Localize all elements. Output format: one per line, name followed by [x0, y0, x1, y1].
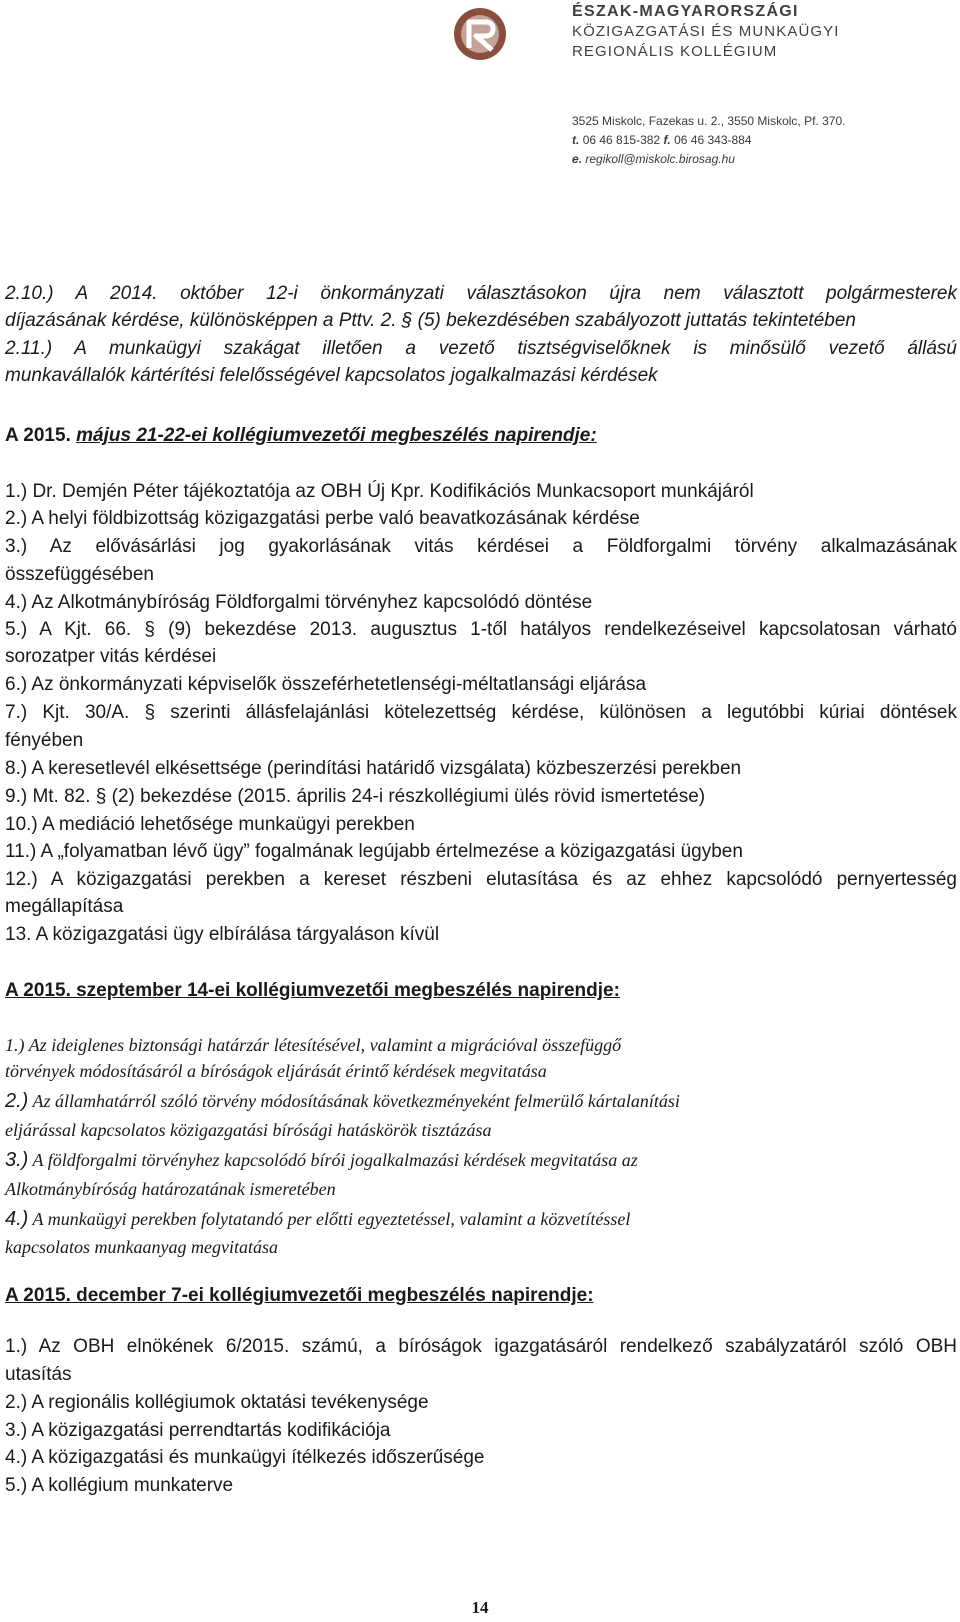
phone-label: t.: [572, 133, 580, 147]
contact-block: [572, 112, 845, 169]
phone-number: 06 46 815-382: [582, 133, 661, 147]
may-agenda-line: 5.) A Kjt. 66. § (9) bekezdése 2013. augusztus 1-től hatályos rendelkezéseivel kapcsolatosan várható: [5, 619, 957, 640]
may-agenda-line: sorozatper vitás kérdései: [5, 646, 217, 667]
dec-section-heading: [5, 1282, 594, 1310]
sept-item-3-number: 3.): [5, 1149, 29, 1171]
item-2-10-line1: 2.10.) A 2014. október 12-i önkormányzati választásokon újra nem választott polgármesterek: [5, 283, 957, 304]
organization-name: [572, 2, 952, 62]
may-agenda-line: fényében: [5, 730, 84, 751]
sept-item-1-text: Az ideiglenes biztonsági határzár létesítésével, valamint a migrációval összefüggő: [28, 1035, 622, 1055]
may-agenda-line: 4.) Az Alkotmánybíróság Földforgalmi törvényhez kapcsolódó döntése: [5, 592, 593, 613]
dec-agenda-line: 1.) Az OBH elnökének 6/2015. számú, a bíróságok igazgatásáról rendelkező szabályzatáról szóló OBH: [5, 1336, 957, 1357]
may-agenda-line: összefüggésében: [5, 564, 154, 585]
address: 3525 Miskolc, Fazekas u. 2., 3550 Miskolc, Pf. 370.: [572, 114, 846, 128]
dec-agenda-line: 2.) A regionális kollégiumok oktatási tevékenysége: [5, 1392, 429, 1413]
may-agenda-line: 12.) A közigazgatási perekben a kereset részbeni elutasítása és az ehhez kapcsolódó pernyertesség: [5, 869, 957, 890]
may-agenda-line: 10.) A mediáció lehetősége munkaügyi perekben: [5, 814, 415, 835]
email-label: e.: [572, 152, 583, 166]
sept-item-1-line2: törvények módosításáról a bíróságok eljárását érintő kérdések megvitatása: [5, 1061, 547, 1081]
page-number: 14: [471, 1598, 489, 1617]
may-agenda-line: 1.) Dr. Demjén Péter tájékoztatója az OBH Új Kpr. Kodifikációs Munkacsoport munkájáról: [5, 481, 754, 502]
may-agenda-line: 8.) A keresetlevél elkésettsége (perindítási határidő vizsgálata) közbeszerzési perekben: [5, 758, 742, 779]
may-section-heading: [5, 422, 597, 450]
may-agenda-line: 2.) A helyi földbizottság közigazgatási perbe való beavatkozásának kérdése: [5, 508, 640, 529]
sept-item-4-text: A munkaügyi perekben folytatandó per előtti egyeztetéssel, valamint a közvetítéssel: [32, 1209, 631, 1229]
sept-item-2-number: 2.): [5, 1090, 29, 1112]
sept-item-3-text: A földforgalmi törvényhez kapcsolódó bírói jogalkalmazási kérdések megvitatása az: [32, 1150, 638, 1170]
email-line: [572, 150, 845, 169]
sept-item-2-line1: [5, 1088, 680, 1114]
may-heading-rest: május 21-22-ei kollégiumvezetői megbeszélés napirendje:: [76, 425, 597, 446]
dec-agenda-line: 4.) A közigazgatási és munkaügyi ítélkezés időszerűsége: [5, 1447, 485, 1468]
may-heading-prefix: A 2015.: [5, 425, 71, 446]
sept-item-4-number: 4.): [5, 1208, 29, 1230]
sept-section-heading: [5, 977, 620, 1005]
kollegium-logo: [452, 6, 508, 62]
sept-item-1-number: 1.): [5, 1035, 25, 1055]
dec-agenda-line: 5.) A kollégium munkaterve: [5, 1475, 234, 1496]
org-name-line2: KÖZIGAZGATÁSI ÉS MUNKAÜGYI: [572, 23, 840, 40]
fax-number: 06 46 343-884: [674, 133, 752, 147]
dec-heading-text: A 2015. december 7-ei kollégiumvezetői megbeszélés napirendje:: [5, 1285, 594, 1306]
sept-item-2-text: Az államhatárról szóló törvény módosításának következményeként felmerülő kártalanítási: [32, 1091, 680, 1111]
may-agenda-line: 7.) Kjt. 30/A. § szerinti állásfelajánlási kötelezettség kérdése, különösen a legutóbbi kúriai döntések: [5, 702, 957, 723]
may-agenda-line: 9.) Mt. 82. § (2) bekezdése (2015. április 24-i részkollégiumi ülés rövid ismertetése): [5, 786, 706, 807]
sept-item-3-line1: [5, 1147, 638, 1173]
may-agenda-line: 3.) Az elővásárlási jog gyakorlásának vitás kérdései a Földforgalmi törvény alkalmazásának: [5, 536, 957, 557]
dec-agenda-line: 3.) A közigazgatási perrendtartás kodifikációja: [5, 1420, 391, 1441]
may-agenda-line: 11.) A „folyamatban lévő ügy” fogalmának legújabb értelmezése a közigazgatási ügyben: [5, 841, 743, 862]
may-agenda-line: megállapítása: [5, 896, 124, 917]
item-2-11-line1: 2.11.) A munkaügyi szakágat illetően a vezető tisztségviselőknek is minősülő vezető állású: [5, 338, 957, 359]
item-2-10-line2: díjazásának kérdése, különösképpen a Pttv. 2. § (5) bekezdésében szabályozott juttatás tekintetében: [5, 310, 856, 331]
sept-item-1-line1: [5, 1032, 621, 1058]
item-2-11-line2: munkavállalók kártérítési felelősségével kapcsolatos jogalkalmazási kérdések: [5, 365, 658, 386]
sept-item-3-line2: Alkotmánybíróság határozatának ismeretében: [5, 1179, 336, 1199]
sept-item-4-line1: [5, 1206, 630, 1232]
phone-fax-line: [572, 131, 845, 150]
org-name-line3: REGIONÁLIS KOLLÉGIUM: [572, 43, 778, 60]
sept-item-2-line2: eljárással kapcsolatos közigazgatási bírósági hatáskörök tisztázása: [5, 1120, 492, 1140]
email-address: regikoll@miskolc.birosag.hu: [585, 152, 735, 166]
dec-agenda-line: utasítás: [5, 1364, 72, 1385]
sept-heading-text: A 2015. szeptember 14-ei kollégiumvezetői megbeszélés napirendje:: [5, 980, 620, 1001]
org-name-line1: ÉSZAK-MAGYARORSZÁGI: [572, 3, 799, 20]
fax-label: f.: [663, 133, 671, 147]
may-agenda-line: 6.) Az önkormányzati képviselők összeférhetetlenségi-méltatlansági eljárása: [5, 674, 647, 695]
may-agenda-line: 13. A közigazgatási ügy elbírálása tárgyaláson kívül: [5, 924, 440, 945]
sept-item-4-line2: kapcsolatos munkaanyag megvitatása: [5, 1237, 278, 1257]
